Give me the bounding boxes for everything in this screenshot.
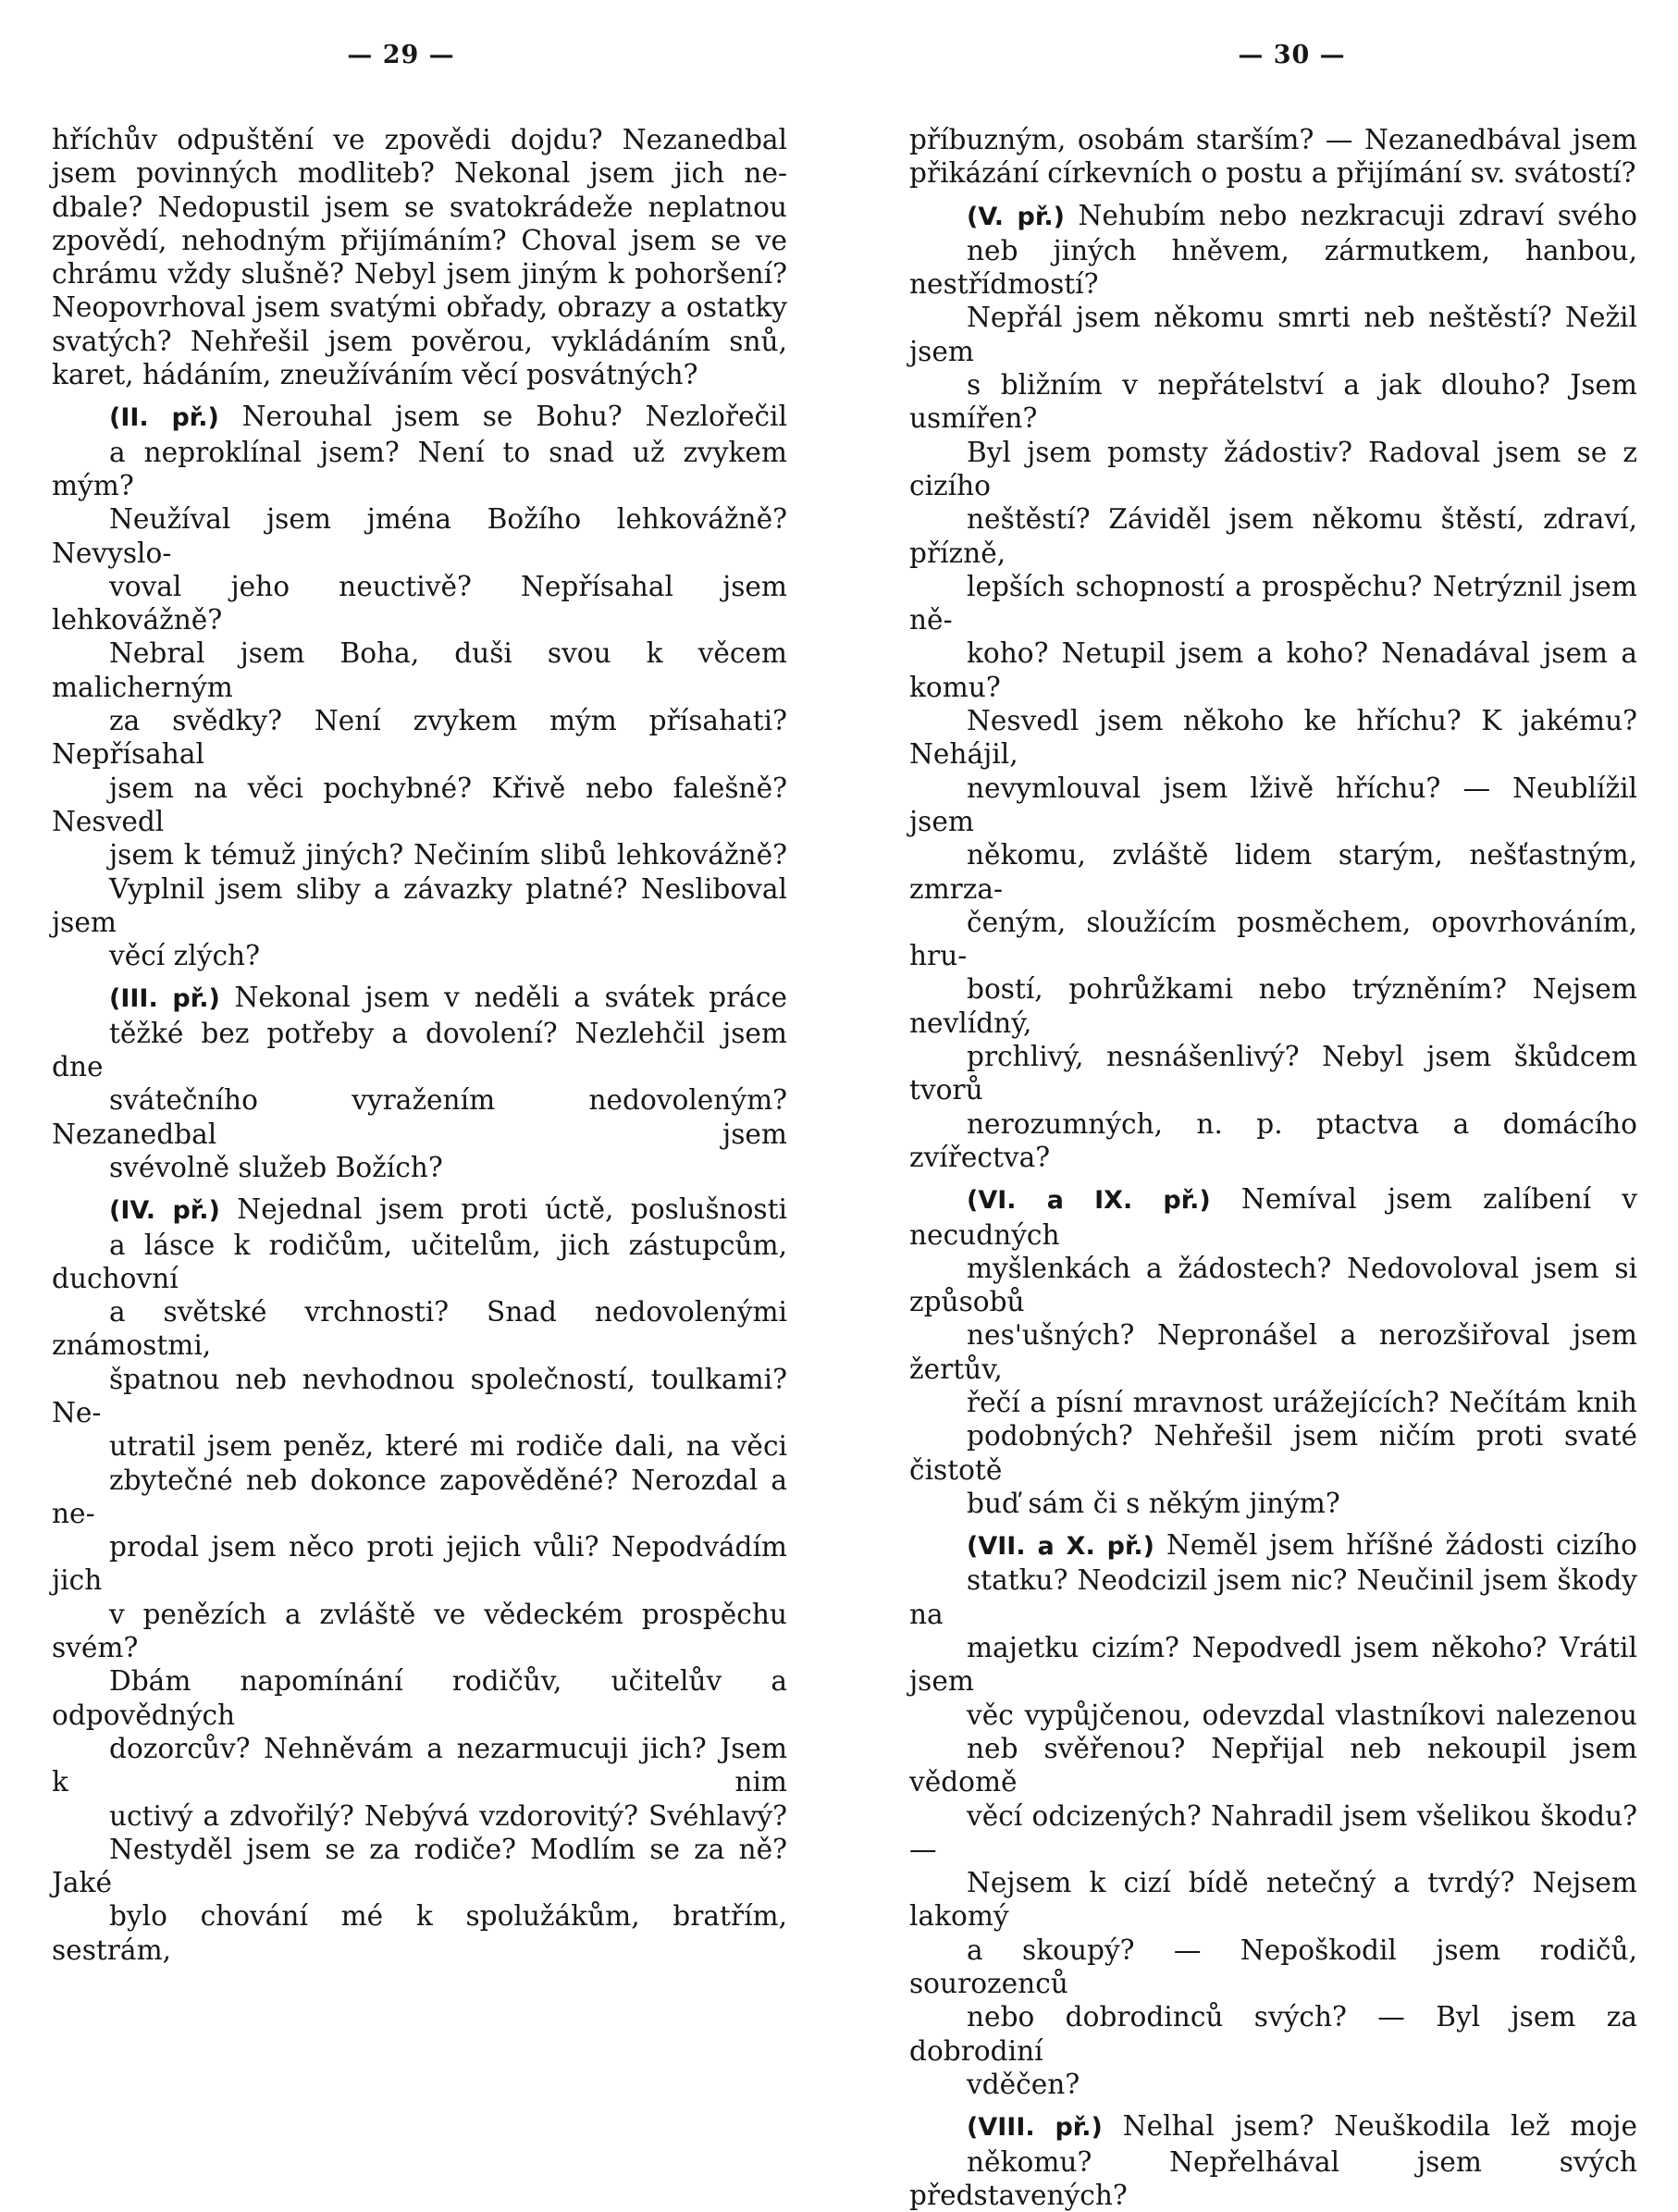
text-line: [52, 502, 787, 570]
paragraph: [52, 123, 787, 391]
section-heading: (VII. a X. př.): [967, 1532, 1155, 1562]
section-paragraph: [909, 1528, 1637, 2101]
line-text: Byl jsem pomsty žádostiv? Radoval jsem se z cizího: [909, 436, 1637, 501]
line-text: podobných? Nehřešil jsem ničím proti svaté čistotě: [909, 1420, 1637, 1486]
line-text: jsem povinných modliteb? Nekonal jsem jich ne-: [52, 157, 787, 190]
text-line: [909, 1107, 1637, 1175]
text-line: [52, 1083, 787, 1151]
text-line: [52, 1899, 787, 1967]
section-paragraph: [909, 1182, 1637, 1520]
line-text: majetku cizím? Nepodvedl jsem někoho? Vrátil jsem: [909, 1632, 1637, 1698]
text-line: [909, 2145, 1637, 2212]
line-text: nebo dobrodinců svých? — Byl jsem za dobrodiní: [909, 2001, 1637, 2067]
text-line: [909, 1563, 1637, 1631]
line-text: myšlenkách a žádostech? Nedovoloval jsem si způsobů: [909, 1252, 1637, 1318]
page-text: [909, 123, 1637, 2212]
line-text: utratil jsem peněz, které mi rodiče dali, na věci: [109, 1430, 787, 1463]
line-text: přikázání církevních o postu a přijímání sv. svátostí?: [909, 157, 1636, 190]
section-paragraph: [909, 199, 1637, 1175]
line-text: a neproklínal jsem? Není to snad už zvykem mým?: [52, 436, 787, 501]
text-line: [52, 704, 787, 772]
section-paragraph: [52, 1193, 787, 1967]
text-line: [52, 123, 787, 156]
text-line: [909, 1866, 1637, 1934]
line-text: nes'ušných? Nepronášel a nerozšiřoval jsem žertův,: [909, 1319, 1637, 1385]
line-text: jsem k témuž jiných? Nečiním slibů lehkovážně?: [109, 839, 787, 871]
text-line: [52, 1229, 787, 1296]
left-page: [52, 0, 787, 1966]
line-text: v penězích a zvláště ve vědeckém prospěchu svém?: [52, 1598, 787, 1664]
text-line: [909, 1252, 1637, 1319]
line-text: buď sám či s někým jiným?: [967, 1487, 1340, 1519]
text-line: [909, 570, 1637, 637]
line-text: špatnou neb nevhodnou společností, toulkami? Ne-: [52, 1363, 787, 1428]
line-text: hříchův odpuštění ve zpovědi dojdu? Nezanedbal: [52, 124, 787, 155]
line-text: a světské vrchnosti? Snad nedovolenými známostmi,: [52, 1296, 787, 1362]
text-line: [909, 1934, 1637, 2001]
text-line: [52, 772, 787, 839]
line-text: svévolně služeb Božích?: [109, 1151, 443, 1183]
page-number: — 29 —: [347, 41, 455, 69]
line-text: neb jiných hněvem, zármutkem, hanbou, nestřídmostí?: [909, 234, 1637, 301]
text-line: [52, 1799, 787, 1833]
text-line: [909, 1528, 1637, 1563]
paragraph: [909, 123, 1637, 191]
line-text: dozorcův? Nehněvám a nezarmucuji jich? Jsem k nim: [52, 1732, 787, 1798]
text-line: [52, 1664, 787, 1732]
text-line: [52, 1732, 787, 1799]
line-text: za svědky? Není zvykem mým přísahati? Nepřísahal: [52, 705, 787, 771]
line-text: čeným, sloužícím posměchem, opovrhováním, hru-: [909, 906, 1637, 972]
text-line: [909, 436, 1637, 503]
text-line: [909, 1799, 1637, 1867]
text-line: [52, 257, 787, 290]
page-text: [52, 123, 787, 1967]
line-text: statku? Neodcizil jsem nic? Neučinil jsem škody na: [909, 1564, 1637, 1630]
text-line: [909, 1732, 1637, 1799]
section-heading: (VIII. př.): [967, 2113, 1103, 2143]
line-text: svátečního vyražením nedovoleným? Nezanedbal jsem: [52, 1084, 787, 1150]
line-text: lepších schopností a prospěchu? Netrýznil jsem ně-: [909, 570, 1637, 636]
line-text: vděčen?: [967, 2068, 1080, 2100]
line-text: koho? Netupil jsem a koho? Nenadával jsem a komu?: [909, 637, 1637, 703]
section-heading: (VI. a IX. př.): [967, 1186, 1211, 1216]
text-line: [52, 400, 787, 435]
page-number: — 30 —: [1238, 41, 1346, 69]
line-text: Nejednal jsem proti úctě, poslušnosti: [219, 1193, 787, 1226]
line-text: dbale? Nedopustil jsem se svatokrádeže neplatnou: [52, 191, 787, 223]
text-line: [909, 234, 1637, 302]
text-line: [52, 838, 787, 871]
line-text: Neužíval jsem jména Božího lehkovážně? Nevyslo-: [52, 503, 787, 569]
text-line: [52, 290, 787, 324]
line-text: Vyplnil jsem sliby a závazky platné? Nesliboval jsem: [52, 872, 787, 938]
text-line: [52, 939, 787, 972]
line-text: příbuzným, osobám starším? — Nezanedbával jsem: [909, 124, 1637, 155]
line-text: uctivý a zdvořilý? Nebývá vzdorovitý? Svéhlavý?: [109, 1799, 787, 1832]
line-text: chrámu vždy slušně? Nebyl jsem jiným k pohoršení?: [52, 258, 787, 290]
line-text: někomu? Nepřelhával jsem svých představených?: [909, 2145, 1637, 2211]
text-line: [52, 1429, 787, 1463]
text-line: [909, 1419, 1637, 1487]
line-text: zpovědí, nehodným přijímáním? Choval jsem se ve: [52, 224, 787, 256]
text-line: [52, 1530, 787, 1598]
line-text: bylo chování mé k spolužákům, bratřím, sestrám,: [52, 1900, 787, 1966]
line-text: někomu, zvláště lidem starým, nešťastným, zmrza-: [909, 839, 1637, 905]
line-text: a skoupý? — Nepoškodil jsem rodičů, sourozenců: [909, 1934, 1637, 2000]
text-line: [909, 838, 1637, 906]
text-line: [909, 301, 1637, 368]
text-line: [52, 1017, 787, 1084]
text-line: [52, 1193, 787, 1228]
text-line: [909, 1631, 1637, 1699]
text-line: [909, 2068, 1637, 2101]
text-line: [52, 636, 787, 704]
line-text: Nepřál jsem někomu smrti neb neštěstí? Nežil jsem: [909, 302, 1637, 367]
text-line: [909, 1487, 1637, 1520]
section-heading: (V. př.): [967, 202, 1065, 231]
text-line: [909, 906, 1637, 973]
line-text: Neopovrhoval jsem svatými obřady, obrazy a ostatky: [52, 291, 787, 324]
section-paragraph: [909, 2109, 1637, 2212]
text-line: [52, 1295, 787, 1363]
text-line: [909, 972, 1637, 1040]
text-line: [909, 368, 1637, 436]
line-text: Dbám napomínání rodičův, učitelův a odpovědných: [52, 1665, 787, 1731]
line-text: jsem na věci pochybné? Křivě nebo falešně? Nesvedl: [52, 772, 787, 837]
section-heading: (II. př.): [109, 403, 219, 433]
text-line: [909, 1318, 1637, 1386]
line-text: neb svěřenou? Nepřijal neb nekoupil jsem vědomě: [909, 1732, 1637, 1798]
text-line: [52, 156, 787, 190]
section-heading: (IV. př.): [109, 1196, 220, 1226]
text-line: [909, 1040, 1637, 1107]
line-text: Nejsem k cizí bídě netečný a tvrdý? Nejsem lakomý: [909, 1867, 1637, 1933]
text-line: [52, 570, 787, 637]
text-line: [909, 1182, 1637, 1252]
line-text: Nehubím nebo nezkracuji zdraví svého: [1064, 199, 1637, 231]
text-line: [52, 1833, 787, 1900]
text-line: [52, 191, 787, 224]
text-line: [52, 1598, 787, 1665]
text-line: [909, 636, 1637, 704]
right-page: [909, 0, 1638, 2211]
line-text: Nemíval jsem zalíbení v necudných: [909, 1183, 1638, 1251]
line-text: Nelhal jsem? Neuškodila lež moje: [1102, 2110, 1637, 2143]
text-line: [909, 2000, 1637, 2068]
text-line: [52, 325, 787, 358]
line-text: karet, hádáním, zneužíváním věcí posvátných?: [52, 359, 698, 391]
line-text: Nesvedl jsem někoho ke hříchu? K jakému? Nehájil,: [909, 705, 1637, 771]
text-line: [52, 436, 787, 503]
line-text: bostí, pohrůžkami nebo trýzněním? Nejsem nevlídný,: [909, 973, 1637, 1039]
line-text: nevymlouval jsem lživě hříchu? — Neublížil jsem: [909, 772, 1637, 837]
text-line: [909, 1386, 1637, 1419]
text-line: [909, 772, 1637, 839]
text-line: [52, 1464, 787, 1531]
text-line: [52, 1151, 787, 1184]
text-line: [52, 981, 787, 1016]
text-line: [52, 358, 787, 391]
text-line: [909, 502, 1637, 570]
line-text: Nebral jsem Boha, duši svou k věcem malicherným: [52, 637, 787, 703]
text-line: [909, 156, 1637, 190]
line-text: Neměl jsem hříšné žádosti cizího: [1154, 1529, 1637, 1562]
line-text: Nestyděl jsem se za rodiče? Modlím se za ně? Jaké: [52, 1833, 787, 1899]
line-text: Nekonal jsem v neděli a svátek práce: [219, 982, 787, 1014]
text-line: [52, 1363, 787, 1430]
line-text: věcí zlých?: [109, 940, 260, 972]
text-line: [909, 704, 1637, 772]
line-text: řečí a písní mravnost urážejících? Nečítám knih: [967, 1386, 1637, 1418]
text-line: [909, 2109, 1637, 2144]
text-line: [909, 1699, 1637, 1732]
text-line: [52, 224, 787, 257]
line-text: věc vypůjčenou, odevzdal vlastníkovi nalezenou: [967, 1699, 1637, 1731]
text-line: [909, 199, 1637, 234]
line-text: a lásce k rodičům, učitelům, jich zástupcům, duchovní: [52, 1229, 787, 1294]
section-paragraph: [52, 981, 787, 1184]
line-text: svatých? Nehřešil jsem pověrou, vykládáním snů,: [52, 325, 787, 357]
line-text: prchlivý, nesnášenlivý? Nebyl jsem škůdcem tvorů: [909, 1041, 1637, 1106]
line-text: zbytečné neb dokonce zapověděné? Nerozdal a ne-: [52, 1464, 787, 1529]
line-text: nerozumných, n. p. ptactva a domácího zvířectva?: [909, 1107, 1637, 1173]
section-heading: (III. př.): [109, 984, 220, 1014]
section-paragraph: [52, 400, 787, 972]
line-text: prodal jsem něco proti jejich vůli? Nepodvádím jich: [52, 1531, 787, 1597]
line-text: s bližním v nepřátelství a jak dlouho? Jsem usmířen?: [909, 369, 1637, 435]
line-text: neštěstí? Záviděl jsem někomu štěstí, zdraví, přízně,: [909, 503, 1637, 569]
line-text: Nerouhal jsem se Bohu? Nezlořečil: [218, 401, 787, 433]
line-text: věcí odcizených? Nahradil jsem všelikou škodu? —: [909, 1799, 1637, 1865]
line-text: těžké bez potřeby a dovolení? Nezlehčil jsem dne: [52, 1017, 787, 1083]
line-text: voval jeho neuctivě? Nepřísahal jsem lehkovážně?: [52, 570, 787, 636]
text-line: [909, 123, 1637, 156]
text-line: [52, 872, 787, 940]
